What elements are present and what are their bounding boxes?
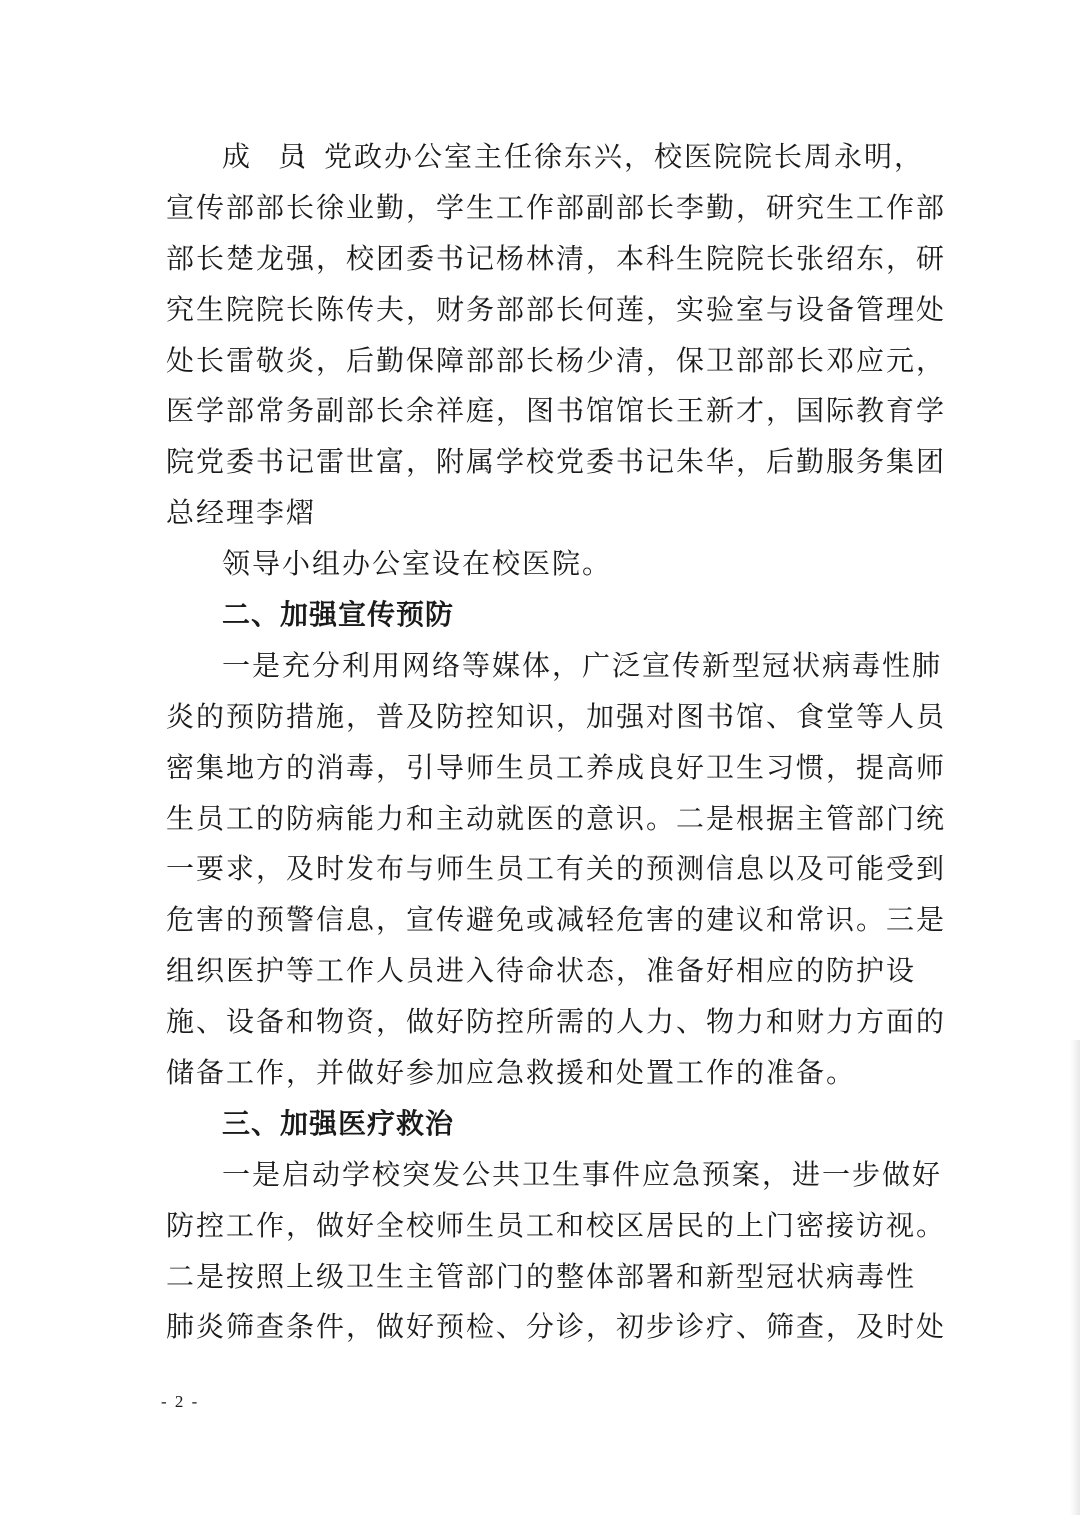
text-line: 危害的预警信息，宣传避免或减轻危害的建议和常识。三是: [166, 903, 947, 937]
members-text: ：党政办公室主任徐东兴，校医院院长周永明，: [294, 140, 925, 173]
text-line: 肺炎筛查条件，做好预检、分诊，初步诊疗、筛查，及时处: [166, 1310, 947, 1344]
text-line: 防控工作，做好全校师生员工和校区居民的上门密接访视。: [166, 1208, 947, 1242]
text-line: 究生院院长陈传夫，财务部部长何莲，实验室与设备管理处: [166, 292, 947, 326]
text-line: 施、设备和物资，做好防控所需的人力、物力和财力方面的: [166, 1005, 947, 1039]
section-heading-3: 三、加强医疗救治: [222, 1106, 455, 1140]
document-body: [166, 132, 947, 1353]
page-edge-shadow: [1070, 1040, 1080, 1515]
text-line: 宣传部部长徐业勤，学生工作部副部长李勤，研究生工作部: [166, 190, 947, 224]
text-line: 院党委书记雷世富，附属学校党委书记朱华，后勤服务集团: [166, 445, 947, 479]
text-line: 生员工的防病能力和主动就医的意识。二是根据主管部门统: [166, 801, 947, 835]
text-line: 储备工作，并做好参加应急救援和处置工作的准备。: [166, 1056, 857, 1090]
section-heading-2: 二、加强宣传预防: [222, 598, 455, 632]
text-line: 一是充分利用网络等媒体，广泛宣传新型冠状病毒性肺: [222, 648, 943, 682]
text-line: 一要求，及时发布与师生员工有关的预测信息以及可能受到: [166, 852, 947, 886]
page-number: - 2 -: [161, 1392, 200, 1411]
text-line: 总经理李熠: [166, 496, 317, 530]
text-line: 处长雷敬炎，后勤保障部部长杨少清，保卫部部长邓应元，: [166, 343, 947, 377]
text-line: 一是启动学校突发公共卫生事件应急预案，进一步做好: [222, 1157, 943, 1191]
text-line: 组织医护等工作人员进入待命状态，准备好相应的防护设: [166, 954, 917, 988]
text-line: 医学部常务副部长余祥庭，图书馆馆长王新才，国际教育学: [166, 394, 947, 428]
text-line: 部长楚龙强，校团委书记杨林清，本科生院院长张绍东，研: [166, 241, 947, 275]
office-line: 领导小组办公室设在校医院。: [222, 547, 613, 581]
members-line: [166, 132, 925, 183]
text-line: 二是按照上级卫生主管部门的整体部署和新型冠状病毒性: [166, 1259, 917, 1293]
text-line: 密集地方的消毒，引导师生员工养成良好卫生习惯，提高师: [166, 750, 947, 784]
text-line: 炎的预防措施，普及防控知识，加强对图书馆、食堂等人员: [166, 699, 947, 733]
members-label: 成 员: [222, 140, 307, 173]
